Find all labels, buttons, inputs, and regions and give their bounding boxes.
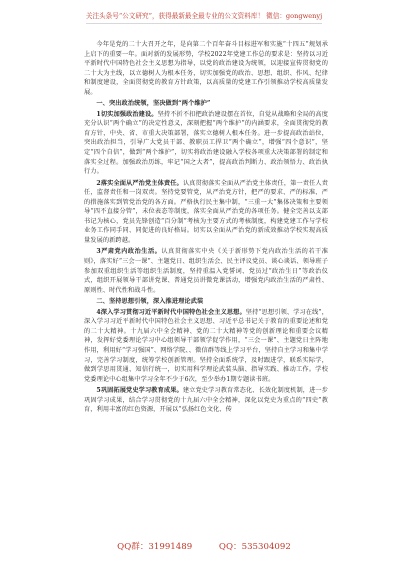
item-body: 坚持不折不扣把政治建设摆在首位，自觉从战略和全局的高度充分认识“两个确立”的决定性意义，深刻把握“两个维护”的内涵要求，全面贯彻党的教育方针，中央、省、市重大决策部署，落实立德树人根本任务。进一步提高政治站位，突出政治担当，引导广大党员干部、教职员工捍卫“两个确立”，增强“四个意识”，坚定“四个自信”，做到“两个维护”，切实将政治建设融入学校各项重大决策部署的制定和落实全过程。加强政治历练，牢记“国之大者”，提高政治判断力、政治领悟力、政治执行力。 [84,110,328,176]
item-lead: 5巩固拓展党史学习教育成果。 [96,387,183,395]
header-divider [86,23,322,24]
page-header: 关注头条号“公文研究”，获得最新最全最专业的公文资料库！ 微信：gongwenyj [85,12,323,20]
document-body [84,40,328,415]
body-paragraph [84,247,328,295]
body-paragraph [84,110,328,177]
item-lead: 4深入学习贯彻习近平新时代中国特色社会主义思想。 [96,308,246,316]
section-heading: 二、坚持思想引领，深入推进理论武装 [96,298,204,306]
section-heading: 一、突出政治统领，坚决做到“两个维护” [96,100,211,108]
item-body: 坚持“思想引领、学习在线”，深入学习习近平新时代中国特色社会主义思想、习近平总书记关于教育的重要论述和党的二十大精神。十九届六中全会精神、党的二十大精神等党的创新理论和重要会议精神，发挥好党委理论学习中心组领导干部领学促学作用，“三会一课”、主题党日主阵地作用，利用好“学习强国”、网络学院、、微信群等线上学习平台，坚持自主学习和集中学习，完善学习制度，统筹学校创新管理。坚持全面系统学，及时跟进学，联系实际学，做到学思用贯通、知信行统一，切实用科学理论武装头脑、指导实践、推动工作。学校党委理论中心组集中学习全年不少于6次，至少举办1期专题读书班。 [84,308,328,383]
item-body: 认真贯彻落实全面从严治党主体责任，第一责任人责任，监督责任和一岗双责。坚持党要管党，从严治党方针，把严的要求、严的标准、严的措施落实到管党治党的各方面。严格执行民主集中制，“三重一大”集体决策和主要领导“四不直接分管”，未位表态等制度，落实全面从严治党的各项任务。健全完善以支部书记为核心，党员先锋创造“百分制”考核为主要方式的考核制度，构建党建工作与学校业务工作同手同、同促进的良好格局。切实以全面从严治党的新成效推动学校实现高质量发展的新跨越。 [84,179,328,244]
intro-paragraph: 今年是党的二十大召开之年，是向第二个百年奋斗目标进军和实施“十四五”规划承上启下的重要一年。面对新的发展形势，学校2022年党建工作总的要求是：坚持以习近平新时代中国特色社会主义思想为指导，以党的政治建设为统领，以迎接宣传贯彻党的二十大为主线，以立德树人为根本任务，切实加强党的政治、思想、组织、作风、纪律和制度建设，全面贯彻党的教育方针政策，以高质量的党建工作引领推动学校高质量发展。 [84,41,328,96]
body-paragraph [84,179,328,246]
item-lead: 2落实全面从严治党主体责任。 [96,179,183,187]
body-paragraph [84,386,328,415]
footer-qq-group: QQ群：31991489 [117,542,193,552]
item-body: 建立党史学习教育常态化、长效化制度机制，进一步巩固学习成果，结合学习贯彻党的十九届六中全会精神，深化以党史为重点的“四史”教育，利用丰富的红色资源，开展以“弘扬红色文化、传 [84,387,328,414]
item-lead: 1切实加强政治建设。 [96,110,158,118]
item-body: 认真贯彻落实中央《关于新形势下党内政治生活的若干准则》，落实好“三会一课”、主题党日、组织生活会、民主评议党员、谈心谈话、领导班子参加双重组织生活等组织生活制度，坚持重温入党誓词、党员过“政治生日”等政治仪式，组织开展领导干部讲党课、普通党员讲微党课活动，增强党内政治生活的严肃性、原则性、时代性和战斗性。 [84,248,329,294]
footer-qq: QQ：535304092 [218,542,291,552]
page-footer [0,540,408,552]
item-lead: 3严肃党内政治生活。 [96,248,162,256]
body-paragraph [84,308,328,384]
